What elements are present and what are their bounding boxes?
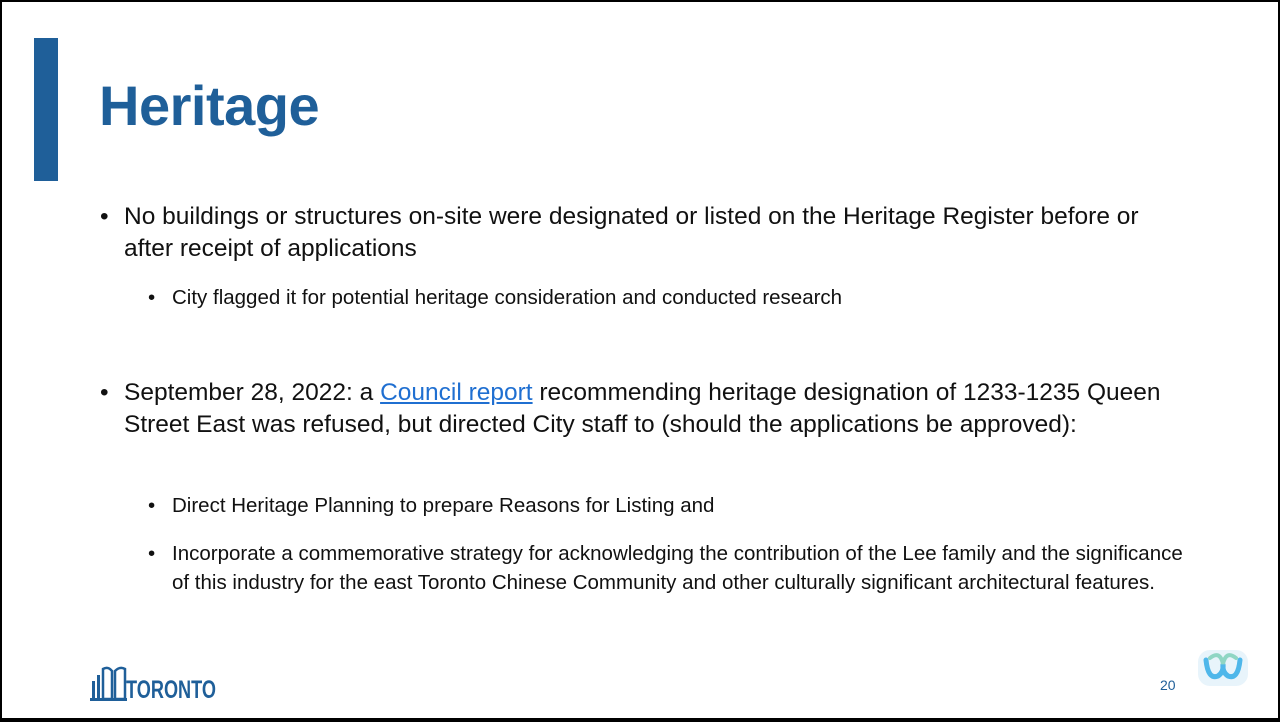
title-accent-bar xyxy=(34,38,58,181)
bullet-dot: • xyxy=(100,379,109,406)
slide xyxy=(2,2,1278,718)
bullet-text-before-link: September 28, 2022: a xyxy=(124,379,381,406)
toronto-logo xyxy=(90,663,220,703)
sub-bullet-item xyxy=(148,283,1202,312)
bullet-item xyxy=(100,201,1184,265)
bullet-text: No buildings or structures on-site were designated or listed on the Heritage Register before or after receipt of applications xyxy=(124,203,1139,262)
sub-bullet-text: Incorporate a commemorative strategy for acknowledging the contribution of the Lee family and the significance of this industry for the east Toronto Chinese Community and other culturally significant architectural features. xyxy=(172,542,1183,594)
bullet-dot: • xyxy=(148,494,156,517)
sub-bullet-item xyxy=(148,491,1202,520)
sub-bullet-item xyxy=(148,539,1202,597)
page-number: 20 xyxy=(1160,677,1176,693)
sub-bullet-text: Direct Heritage Planning to prepare Reasons for Listing and xyxy=(172,494,715,517)
council-report-link[interactable]: Council report xyxy=(380,379,533,406)
sub-bullet-text: City flagged it for potential heritage consideration and conducted research xyxy=(172,286,843,309)
bullet-dot: • xyxy=(148,542,156,565)
bullet-item xyxy=(100,377,1184,441)
slide-title: Heritage xyxy=(99,74,320,137)
bullet-dot: • xyxy=(148,286,156,309)
bullet-dot: • xyxy=(100,203,109,230)
logo-wordmark: TORONTO xyxy=(126,676,216,704)
city-hall-logo-icon xyxy=(90,668,127,701)
webex-icon[interactable] xyxy=(1196,646,1250,688)
bullet-text-after-link: recommending heritage designation of 1233-1235 Queen Street East was refused, but directed City staff to (should the applications be approved): xyxy=(124,379,1161,438)
